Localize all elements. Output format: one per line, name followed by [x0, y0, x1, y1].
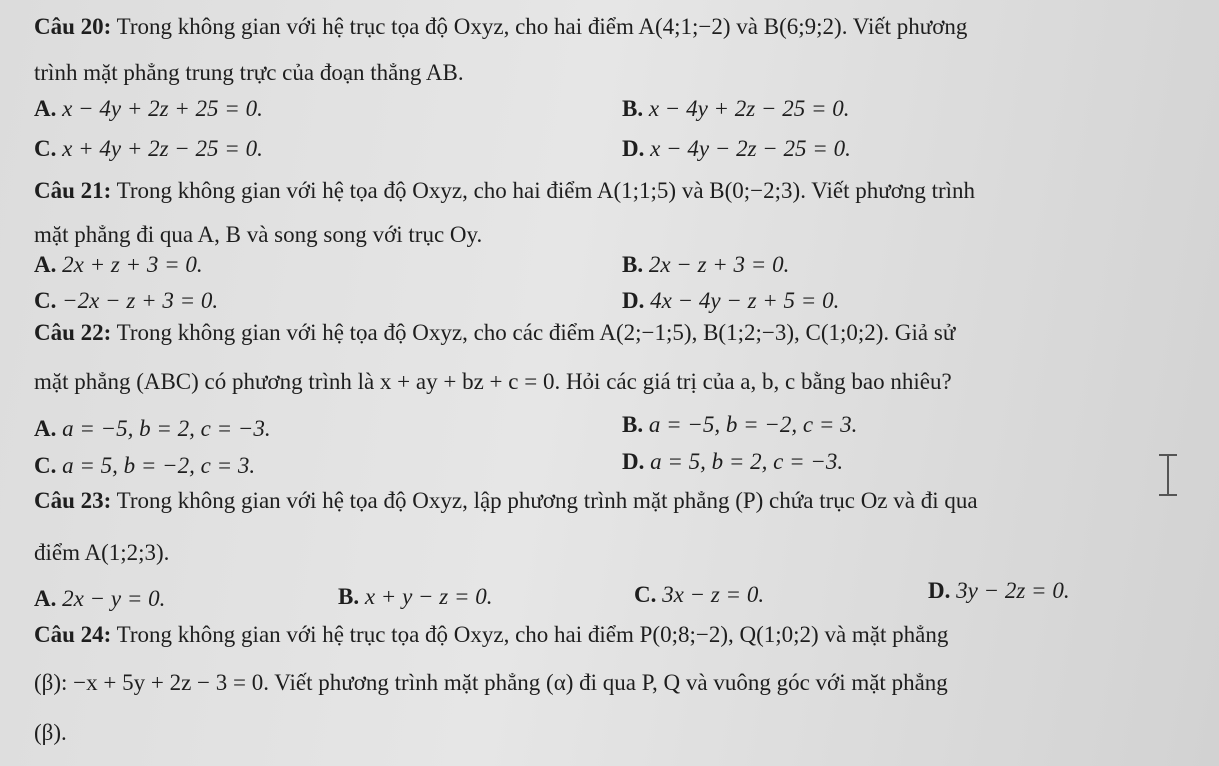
question-23-line-1 — [34, 486, 978, 516]
question-21-option-c: C. −2x − z + 3 = 0. — [34, 288, 219, 313]
question-21-line-1 — [34, 176, 975, 206]
question-21-stem-2: mặt phẳng đi qua A, B và song song với trục Oy. — [34, 222, 483, 247]
question-20-line-2 — [34, 58, 464, 88]
question-23-line-2 — [34, 538, 169, 568]
question-24-line-1 — [34, 620, 948, 650]
question-23-stem-2: điểm A(1;2;3). — [34, 540, 170, 565]
question-24-line-2 — [34, 668, 948, 698]
question-23-option-a: A. 2x − y = 0. — [34, 586, 166, 611]
question-20-option-b: B. x − 4y + 2z − 25 = 0. — [622, 96, 850, 121]
question-20-stem-1: Trong không gian với hệ trục tọa độ Oxyz, cho hai điểm A(4;1;−2) và B(6;9;2). Viết phương — [116, 14, 968, 39]
question-23-option-d: D. 3y − 2z = 0. — [928, 578, 1070, 603]
question-21-option-b: B. 2x − z + 3 = 0. — [622, 252, 790, 277]
question-21-option-d: D. 4x − 4y − z + 5 = 0. — [622, 288, 840, 313]
question-23-stem-1: Trong không gian với hệ tọa độ Oxyz, lập phương trình mặt phẳng (P) chứa trục Oz và đi qua — [116, 488, 978, 513]
question-22-option-c: C. a = 5, b = −2, c = 3. — [34, 453, 256, 478]
question-24-stem-1: Trong không gian với hệ trục tọa độ Oxyz, cho hai điểm P(0;8;−2), Q(1;0;2) và mặt phẳng — [116, 622, 949, 647]
question-24-line-3 — [34, 718, 67, 748]
question-23-option-b: B. x + y − z = 0. — [338, 584, 493, 609]
question-22-line-2 — [34, 367, 952, 397]
question-21-label: Câu 21: — [34, 178, 112, 203]
question-24-stem-2: (β): −x + 5y + 2z − 3 = 0. Viết phương trình mặt phẳng (α) đi qua P, Q và vuông góc với mặt phẳng — [34, 670, 948, 695]
question-23-label: Câu 23: — [34, 488, 112, 513]
question-20-line-1 — [34, 12, 967, 42]
question-24-stem-3: (β). — [34, 720, 67, 745]
question-22-option-a: A. a = −5, b = 2, c = −3. — [34, 416, 271, 441]
text-cursor-icon — [1156, 452, 1180, 498]
question-22-option-b: B. a = −5, b = −2, c = 3. — [622, 412, 858, 437]
question-20-option-d: D. x − 4y − 2z − 25 = 0. — [622, 136, 851, 161]
question-22-line-1 — [34, 318, 955, 348]
question-21-option-a: A. 2x + z + 3 = 0. — [34, 252, 203, 277]
question-23-option-c: C. 3x − z = 0. — [634, 582, 765, 607]
question-22-stem-1: Trong không gian với hệ tọa độ Oxyz, cho các điểm A(2;−1;5), B(1;2;−3), C(1;0;2). Giả sử — [116, 320, 956, 345]
question-22-option-d: D. a = 5, b = 2, c = −3. — [622, 449, 844, 474]
question-20-option-c: C. x + 4y + 2z − 25 = 0. — [34, 136, 263, 161]
question-21-stem-1: Trong không gian với hệ tọa độ Oxyz, cho hai điểm A(1;1;5) và B(0;−2;3). Viết phương trình — [116, 178, 976, 203]
question-22-stem-2: mặt phẳng (ABC) có phương trình là x + ay + bz + c = 0. Hỏi các giá trị của a, b, c bằng bao nhiêu? — [34, 369, 952, 394]
question-22-label: Câu 22: — [34, 320, 112, 345]
question-20-stem-2: trình mặt phẳng trung trực của đoạn thẳng AB. — [34, 60, 464, 85]
question-20-label: Câu 20: — [34, 14, 112, 39]
question-24-label: Câu 24: — [34, 622, 112, 647]
question-21-line-2 — [34, 220, 482, 250]
question-20-option-a: A. x − 4y + 2z + 25 = 0. — [34, 96, 263, 121]
